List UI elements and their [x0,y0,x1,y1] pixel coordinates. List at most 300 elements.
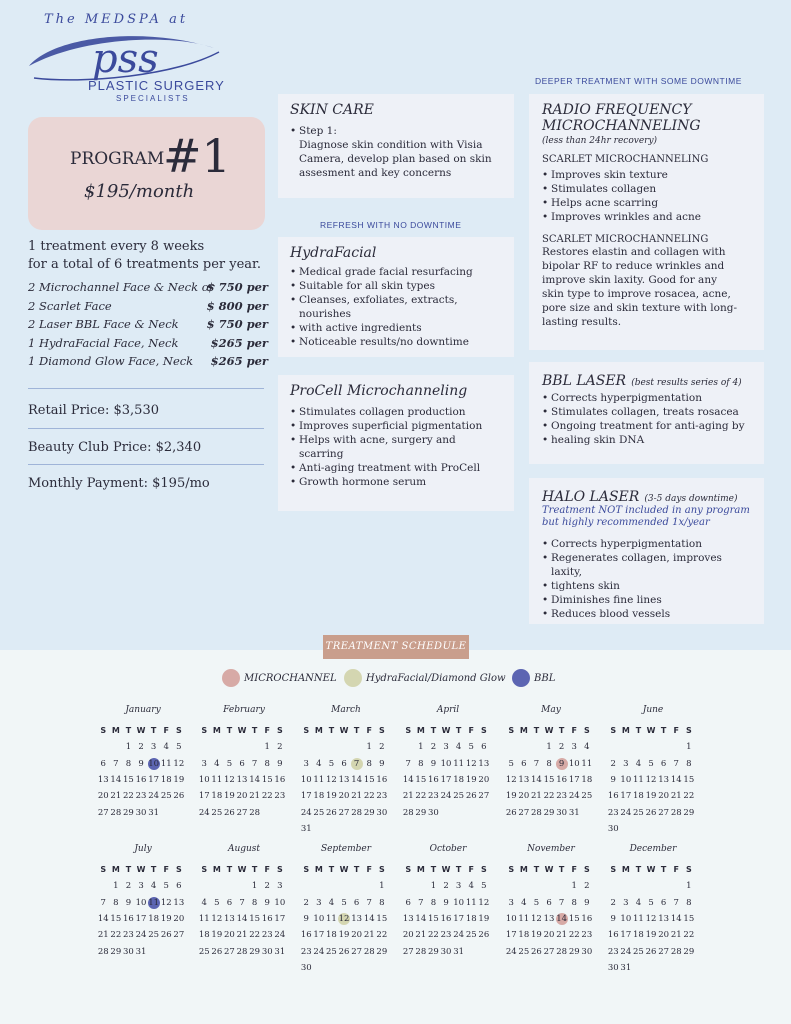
calendar-day: 4 [635,758,642,769]
weekday-label: W [237,726,247,735]
weekday-label: S [303,865,310,874]
logo-top-text: The MEDSPA at [44,12,189,27]
calendar-day: 8 [251,897,258,908]
calendar-day: 30 [123,946,134,957]
step-label: • Step 1: [290,124,502,138]
calendar-day: 25 [198,946,210,957]
weekday-label: W [441,865,451,874]
calendar-day: 26 [478,930,490,941]
calendar-day: 3 [623,897,629,908]
calendar-day: 10 [274,897,286,908]
calendar-day: 8 [686,897,692,908]
refresh-label: REFRESH WITH NO DOWNTIME [320,220,462,230]
calendar-day: 24 [620,807,632,818]
weekday-label: S [405,726,412,735]
calendar-day: 15 [261,774,273,785]
calendar-day: 20 [351,930,363,941]
calendar-day: 16 [607,791,619,802]
calendar-day: 2 [584,881,590,892]
calendar-day: 2 [303,897,309,908]
calendar-day: 3 [303,758,309,769]
calendar-day: 7 [533,758,540,769]
month-name: May [541,705,561,715]
calendar-day: 20 [518,791,530,802]
calendar-day: 27 [224,946,235,957]
calendar-day: 11 [465,897,477,908]
calendar-day: 9 [303,913,309,924]
weekday-label: F [366,726,372,735]
calendar-day: 22 [376,930,388,941]
calendar-day: 17 [453,913,465,924]
calendar-day: 9 [138,758,144,769]
calendar-day: 28 [402,807,414,818]
calendar-day: 5 [214,897,220,908]
calendar-day: 29 [363,807,375,818]
calendar-day: 2 [264,881,270,892]
calendar-day: 31 [300,823,312,834]
weekday-label: S [175,865,182,874]
calendar-day: 26 [173,791,185,802]
weekday-label: W [136,726,146,735]
weekday-label: S [378,726,385,735]
calendar-day: 6 [239,758,245,769]
calendar-day: 6 [481,742,487,753]
item-name: 2 Scarlet Face [28,298,112,313]
calendar-day: 23 [440,930,452,941]
legend-microchannel [222,668,337,688]
calendar-day: 29 [123,807,134,818]
calendar-day: 12 [326,774,337,785]
weekday-label: W [339,726,349,735]
text-line: healing skin DNA [551,434,645,446]
bullet: • Improves skin texture [542,168,751,182]
weekday-label: F [571,865,577,874]
calendar-day: 14 [236,913,248,924]
calendar-day: 24 [198,807,210,818]
bullet-continuation [542,433,751,447]
calendar-day: 9 [264,897,270,908]
item-price: $ 750 per [206,280,268,294]
calendar-day: 27 [351,946,363,957]
calendar-day: 3 [150,742,157,753]
calendar-day: 26 [465,791,477,802]
calendar-day: 6 [660,897,667,908]
calendar-day: 8 [113,897,119,908]
calendar-day: 5 [481,881,487,892]
calendar-day: 5 [176,742,182,753]
halo-card [529,478,764,624]
weekday-label: F [673,726,679,735]
calendar-day: 30 [135,807,147,818]
calendar-day: 11 [313,774,325,785]
weekday-label: W [441,726,451,735]
calendar-day: 29 [568,946,580,957]
calendar-day: 10 [620,774,632,785]
hydrafacial-dot-icon [344,669,362,687]
calendar-day: 7 [100,897,106,908]
calendar-day: 12 [645,913,657,924]
program-label: PROGRAM [70,149,165,169]
calendar-day: 14 [670,774,682,785]
calendar-day: 17 [620,791,632,802]
bbl-note: (best results series of 4) [631,378,742,388]
calendar-day: 19 [465,774,477,785]
calendar-day: 5 [226,758,233,769]
calendar-day: 17 [505,930,517,941]
calendar-day: 11 [633,913,644,924]
calendar-day: 27 [402,946,414,957]
calendar-day: 12 [531,913,542,924]
calendar-day: 9 [584,897,590,908]
calendar-day: 1 [125,742,132,753]
calendar-day: 21 [363,930,375,941]
calendar-day: 15 [123,774,134,785]
weekday-label: S [583,726,590,735]
month-name: February [223,705,265,715]
calendar-day: 13 [236,774,248,785]
calendar-day: 21 [351,791,363,802]
calendar-day: 3 [443,742,449,753]
calendar-day: 5 [341,897,347,908]
calendar-day: 11 [148,897,160,908]
calendar-day: 26 [531,946,542,957]
calendar-day: 16 [581,913,593,924]
item-list [28,280,268,373]
calendar-day: 14 [363,913,375,924]
calendar-day: 21 [402,791,414,802]
calendar-day: 19 [531,930,542,941]
weekday-label: M [314,865,323,874]
calendar-day: 11 [326,913,337,924]
month-name: December [629,844,677,854]
bullet: • Improves wrinkles and acne [542,210,751,224]
calendar-day: 24 [505,946,517,957]
calendar-day: 19 [211,930,223,941]
item-price: $ 750 per [206,317,268,332]
calendar-day: 5 [468,742,474,753]
weekday-label: W [237,865,247,874]
program-price: $195/month [84,181,195,202]
calendar-day: 12 [173,758,185,769]
weekday-label: T [251,865,258,874]
calendar-day: 24 [440,791,452,802]
item-name: 1 HydraFacial Face, Neck [28,335,179,350]
month-name: March [331,705,361,715]
calendar-day: 15 [363,774,375,785]
list-item [28,317,268,336]
calendar-day: 17 [148,774,160,785]
calendar-day: 10 [135,897,147,908]
calendar-day: 7 [673,897,679,908]
weekday-label: S [100,865,107,874]
calendar-day: 25 [633,946,644,957]
calendar-day: 16 [274,774,286,785]
calendar-day: 20 [478,774,490,785]
item-name: 2 Laser BBL Face & Neck [28,317,179,332]
calendar-day: 15 [249,913,261,924]
calendar-day: 1 [418,742,424,753]
weekday-label: M [314,726,323,735]
weekday-label: W [646,865,656,874]
bullet: • Stimulates collagen, treats rosacea [542,405,751,419]
calendar-day: 31 [568,807,580,818]
weekday-label: M [212,726,221,735]
calendar-day: 13 [338,774,350,785]
calendar-day: 30 [607,962,619,973]
calendar-day: 24 [620,946,632,957]
calendar-day: 25 [465,930,477,941]
weekday-label: T [430,726,437,735]
calendar-day: 30 [440,946,452,957]
program-box [28,117,265,230]
bbl-card [529,362,764,464]
weekday-label: T [251,726,258,735]
card-title: HydraFacial [290,245,377,261]
bbl-dot-icon [512,669,530,687]
calendar-day: 25 [453,791,465,802]
text-line: assesment and key concerns [299,167,452,179]
weekday-label: M [621,726,630,735]
calendar-day: 16 [428,774,439,785]
item-price: $265 per [210,354,268,369]
calendar-day: 23 [556,791,568,802]
procell-card [278,375,514,511]
program-intro [28,238,261,274]
calendar-day: 9 [430,758,437,769]
calendar-day: 10 [440,758,452,769]
weekday-label: M [111,726,120,735]
calendar-day: 29 [428,946,439,957]
calendar-day: 13 [173,897,185,908]
calendar-day: 17 [440,774,452,785]
text-line: Restores elastin and collagen with [542,246,726,258]
microchannel-dot-icon [222,669,240,687]
calendar-day: 23 [300,946,312,957]
weekday-label: W [136,865,146,874]
calendar-day: 4 [214,758,220,769]
calendar-day: 13 [97,774,109,785]
calendar-day: 20 [173,913,185,924]
calendar-day: 7 [251,758,258,769]
bullet: • Cleanses, exfoliates, extracts, nourishes [290,293,502,321]
weekday-label: F [468,726,474,735]
calendar-day: 22 [123,791,134,802]
calendar-day: 28 [97,946,109,957]
calendar-day: 16 [376,774,388,785]
calendar-day: 4 [635,897,642,908]
weekday-label: T [150,726,157,735]
calendar-day: 21 [531,791,542,802]
card-title: RADIO FREQUENCY [542,102,692,118]
calendar-day: 2 [443,881,449,892]
calendar-day: 18 [211,791,223,802]
bullet: • Suitable for all skin types [290,279,502,293]
weekday-label: M [212,865,221,874]
weekday-label: W [544,865,554,874]
calendar-day: 1 [113,881,119,892]
weekday-label: S [480,726,487,735]
calendar-day: 8 [264,758,270,769]
calendar-day: 28 [363,946,375,957]
calendar-day: 23 [274,791,286,802]
calendar-day: 26 [645,807,657,818]
calendar-day: 26 [505,807,517,818]
text-line: Camera, develop plan based on skin [299,153,492,165]
list-item [28,280,268,299]
calendar-day: 25 [581,791,593,802]
calendar-day: 14 [97,913,109,924]
calendar-day: 6 [546,897,552,908]
calendar-day: 27 [518,807,530,818]
calendar-day: 2 [610,758,616,769]
calendar-day: 11 [198,913,210,924]
calendar-day: 11 [518,913,530,924]
calendar-day: 3 [316,897,322,908]
calendar-day: 13 [543,913,555,924]
calendar-day: 29 [415,807,427,818]
calendar-day: 1 [264,742,270,753]
weekday-label: T [533,726,540,735]
calendar-day: 6 [353,897,360,908]
calendar-day: 23 [135,791,147,802]
calendar-day: 18 [148,913,160,924]
calendar-day: 18 [160,774,172,785]
text-line: Growth hormone serum [299,476,427,488]
calendar-day: 28 [236,946,248,957]
calendar-day: 26 [224,807,235,818]
calendar-day: 25 [148,930,160,941]
calendar-day: 22 [415,791,427,802]
calendar-day: 12 [645,774,657,785]
calendar-day: 25 [211,807,223,818]
calendar-day: 2 [277,742,283,753]
weekday-label: S [100,726,107,735]
calendar-day: 10 [148,758,160,769]
calendar-day: 21 [110,791,122,802]
calendar-day: 20 [236,791,248,802]
calendar-day: 12 [505,774,517,785]
calendar-day: 27 [97,807,109,818]
calendar-day: 15 [683,913,695,924]
calendar-day: 19 [173,774,185,785]
calendar-day: 3 [508,897,514,908]
calendar-day: 21 [97,930,109,941]
calendar-day: 17 [274,913,286,924]
bullet: • Helps with acne, surgery and scarring [290,433,502,461]
calendar-day: 4 [163,742,169,753]
calendar-day: 10 [198,774,210,785]
bullet: • Ongoing treatment for anti-aging by [542,419,751,433]
logo-pss-text: pss [92,36,159,82]
calendar-day: 27 [236,807,248,818]
calendar-day: 16 [261,913,273,924]
subheading: SCARLET MICROCHANNELING [542,234,709,245]
weekday-label: T [150,865,157,874]
calendar-day: 29 [376,946,388,957]
calendar-day: 20 [658,930,670,941]
calendar-day: 15 [376,913,388,924]
calendar-day: 26 [645,946,657,957]
calendar-day: 14 [351,774,363,785]
calendar-day: 14 [110,774,122,785]
calendar-day: 9 [443,897,449,908]
weekday-label: T [226,726,233,735]
calendar-day: 19 [505,791,517,802]
calendar-day: 13 [658,913,670,924]
weekday-label: T [353,865,360,874]
calendar-day: 11 [581,758,593,769]
calendar-day: 7 [558,897,565,908]
calendar-day: 24 [300,807,312,818]
calendar-day: 27 [478,791,490,802]
calendar-day: 24 [274,930,286,941]
skin-care-text [290,138,502,180]
calendar-day: 18 [313,791,325,802]
calendar-day: 7 [350,756,363,772]
calendar-day: 14 [670,913,682,924]
calendar-day: 30 [376,807,388,818]
calendar-day: 8 [546,758,552,769]
calendar-day: 4 [201,897,207,908]
weekday-label: T [328,865,335,874]
calendar-day: 14 [556,913,568,924]
calendar-day: 19 [478,913,490,924]
bullet: • Helps acne scarring [542,196,751,210]
calendar-day: 6 [100,758,106,769]
calendar-day: 14 [531,774,542,785]
bullet: • Corrects hyperpigmentation [542,537,751,551]
calendar-day: 1 [430,881,437,892]
calendar-day: 5 [508,758,514,769]
calendar-day: 29 [110,946,122,957]
calendar-day: 2 [379,742,385,753]
legend-label: BBL [534,672,556,684]
calendar-day: 28 [351,807,363,818]
calendar-day: 4 [150,881,157,892]
calendar-day: 25 [326,946,337,957]
halo-blue-note: Treatment NOT included in any program [542,505,750,516]
calendar-day: 10 [568,758,580,769]
weekday-label: T [533,865,540,874]
calendar-day: 28 [670,946,682,957]
calendar-day: 10 [620,913,632,924]
calendar-day: 28 [531,807,542,818]
weekday-label: F [163,865,169,874]
rf-card [529,94,764,350]
calendar-day: 24 [313,946,325,957]
calendar-day: 22 [683,791,695,802]
weekday-label: S [508,726,515,735]
calendar-day: 24 [148,791,160,802]
weekday-label: S [480,865,487,874]
calendar-day: 4 [328,897,335,908]
calendar-day: 6 [176,881,182,892]
weekday-label: T [455,865,462,874]
calendar-day: 15 [110,913,122,924]
calendar-day: 12 [224,774,235,785]
weekday-label: S [175,726,182,735]
text-line: pore size and skin texture with long- [542,302,738,314]
calendar-day: 18 [453,774,465,785]
weekday-label: T [125,726,132,735]
calendar-day: 18 [198,930,210,941]
calendar-day: 19 [645,791,657,802]
calendar-day: 19 [645,930,657,941]
calendar-day: 4 [468,881,474,892]
calendar-day: 31 [453,946,465,957]
calendar-day: 18 [518,930,530,941]
calendar-day: 1 [571,881,577,892]
